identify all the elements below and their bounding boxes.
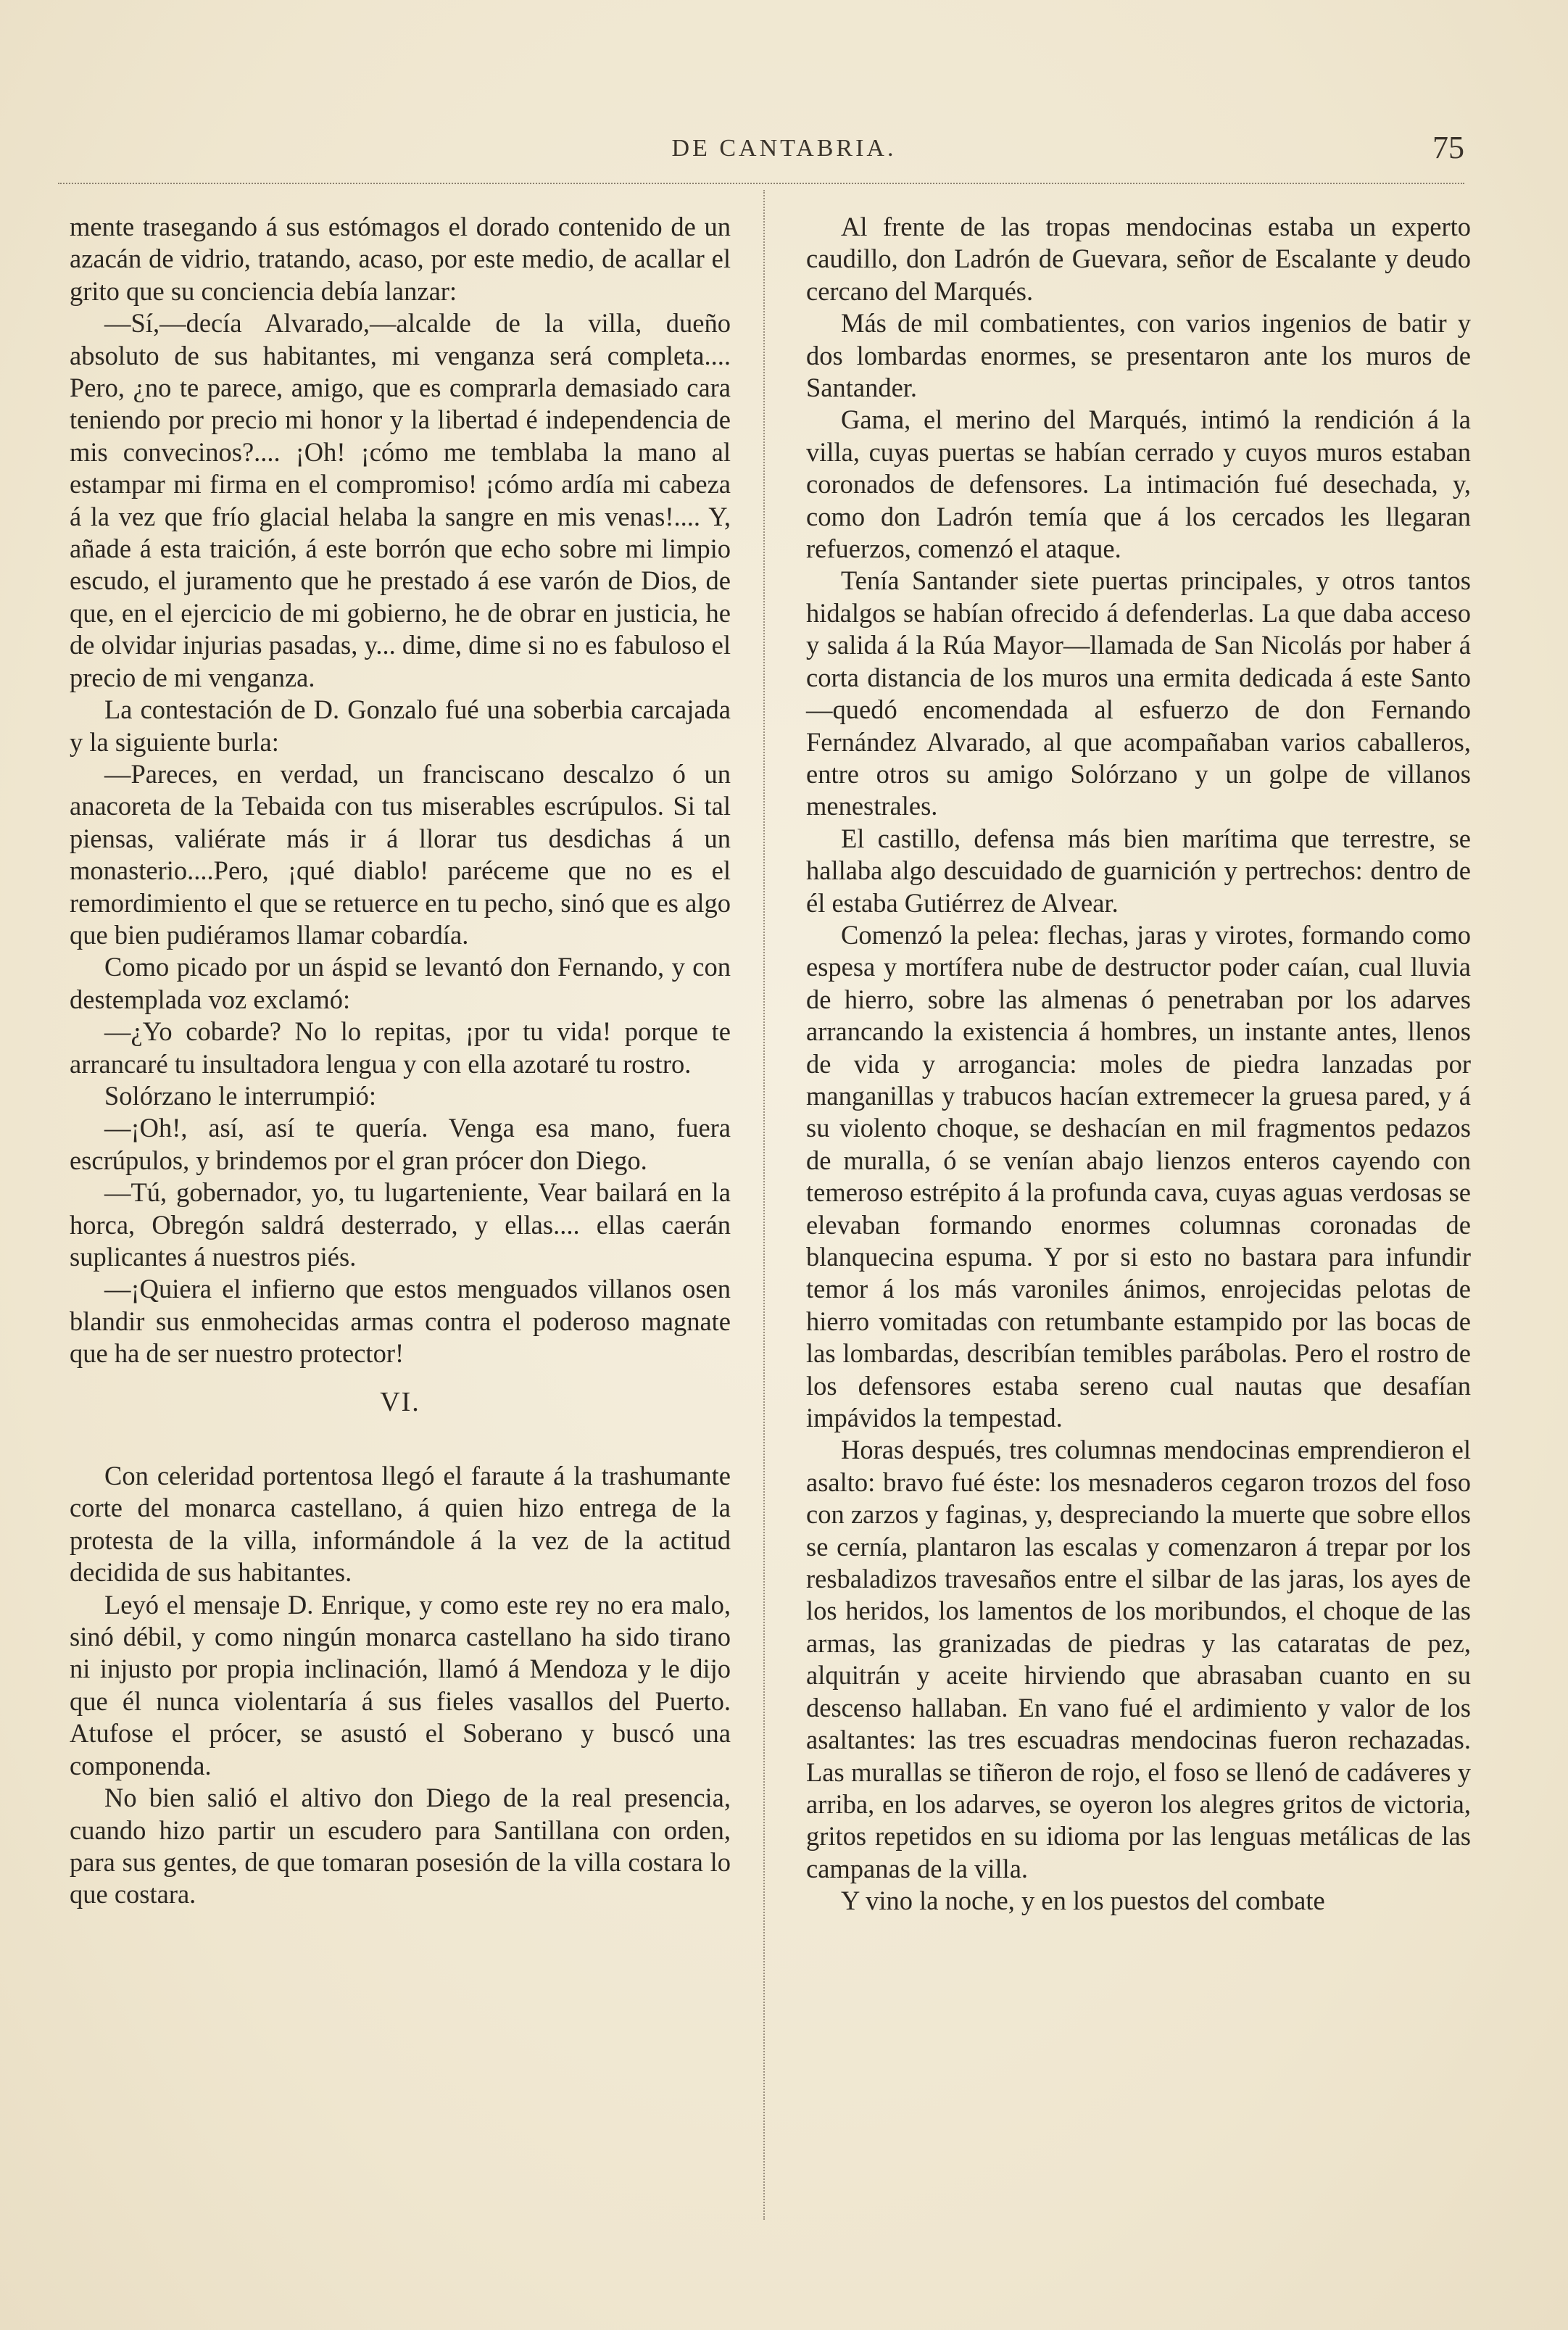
paragraph: Más de mil combatientes, con varios ingenios de batir y dos lombardas enormes, se presentaron ante los muros de Santander. (806, 308, 1471, 403)
column-divider (763, 190, 765, 2220)
paragraph: Al frente de las tropas mendocinas estaba un experto caudillo, don Ladrón de Guevara, señor de Escalante y deudo cercano del Marqués. (806, 212, 1471, 306)
paragraph: Con celeridad portentosa llegó el faraute á la trashumante corte del monarca castellano, á quien hizo entrega de la protesta de la villa, informándole á la vez de la actitud decidida de sus habitantes. (70, 1461, 731, 1588)
header-rule (58, 183, 1464, 184)
running-head (0, 129, 1568, 173)
paragraph: Solórzano le interrumpió: (104, 1080, 377, 1111)
paragraph: —¡Oh!, así, así te quería. Venga esa mano, fuera escrúpulos, y brindemos por el gran prócer don Diego. (70, 1113, 731, 1175)
paragraph: —Sí,—decía Alvarado,—alcalde de la villa, dueño absoluto de sus habitantes, mi venganza será completa.... Pero, ¿no te parece, amigo, que es comprarla demasiado cara teniendo por precio mi honor y la libertad é independencia de mis convecinos?.... ¡Oh! ¡cómo me temblaba la mano al estampar mi firma en el compromiso! ¡cómo ardía mi cabeza á la vez que frío glacial helaba la sangre en mis venas!.... Y, añade á esta traición, á este borrón que echo sobre mi limpio escudo, el juramento que he prestado á ese varón de Dios, de que, en el ejercicio de mi gobierno, he de obrar en justicia, he de olvidar injurias pasadas, y... dime, dime si no es fabuloso el precio de mi venganza. (70, 308, 731, 692)
paragraph: Gama, el merino del Marqués, intimó la rendición á la villa, cuyas puertas se habían cerrado y cuyos muros estaban coronados de defensores. La intimación fué desechada, y, como don Ladrón temía que á los cercados les llegaran refuerzos, comenzó el ataque. (806, 405, 1471, 564)
paragraph: Tenía Santander siete puertas principales, y otros tantos hidalgos se habían ofrecido á defenderlas. La que daba acceso y salida á la Rúa Mayor—llamada de San Nicolás por haber á corta distancia de los muros una ermita dedicada á este Santo—quedó encomendada al esfuerzo de don Fernando Fernández Alvarado, al que acompañaban varios caballeros, entre otros su amigo Solórzano y un golpe de villanos menestrales. (806, 565, 1471, 821)
paragraph: —¿Yo cobarde? No lo repitas, ¡por tu vida! porque te arrancaré tu insultadora lengua y con ella azotaré tu rostro. (70, 1016, 731, 1079)
paragraph: —Tú, gobernador, yo, tu lugarteniente, Vear bailará en la horca, Obregón saldrá desterrado, y ellas.... ellas caerán suplicantes á nuestros piés. (70, 1177, 731, 1272)
paragraph: Comenzó la pelea: flechas, jaras y virotes, formando como espesa y mortífera nube de destructor poder caían, cual lluvia de hierro, sobre las almenas ó penetraban por los adarves arrancando la existencia á hombres, un instante antes, llenos de vida y arrogancia: moles de piedra lanzadas por manganillas y trabucos hacían extremecer la gruesa pared, y á su violento choque, se deshacían en mil fragmentos pedazos de muralla, ó se venían abajo lienzos enteros cayendo con temeroso estrépito á la profunda cava, cuyas aguas verdosas se elevaban formando enormes columnas coronadas de blanquecina espuma. Y por si esto no bastara para infundir temor á los más varoniles ánimos, enrojecidas pelotas de hierro vomitadas con retumbante estampido por las bocas de las lombardas, describían temibles parábolas. Pero el rostro de los defensores estaba sereno cual nautas que desafían impávidos la tempestad. (806, 919, 1471, 1433)
paragraph: Como picado por un áspid se levantó don Fernando, y con destemplada voz exclamó: (70, 952, 731, 1014)
running-title: DE CANTABRIA. (671, 135, 897, 162)
left-column (70, 211, 731, 1911)
paragraph: Y vino la noche, y en los puestos del combate (841, 1886, 1325, 1916)
section-heading: VI. (380, 1386, 420, 1417)
paragraph: Leyó el mensaje D. Enrique, y como este rey no era malo, sinó débil, y como ningún monarca castellano ha sido tirano ni injusto por propia inclinación, llamó á Mendoza y le dijo que él nunca violentaría á sus fieles vasallos del Puerto. Atufose el prócer, se asustó el Soberano y buscó una componenda. (70, 1589, 731, 1780)
page-number: 75 (1432, 130, 1464, 165)
paragraph: mente trasegando á sus estómagos el dorado contenido de un azacán de vidrio, tratando, acaso, por este medio, de acallar el grito que su conciencia debía lanzar: (70, 212, 731, 306)
paragraph: —Pareces, en verdad, un franciscano descalzo ó un anacoreta de la Tebaida con tus miserables escrúpulos. Si tal piensas, valiérate más ir á llorar tus desdichas á un monasterio....Pero, ¡qué diablo! paréceme que no es el remordimiento el que se retuerce en tu pecho, sinó que es algo que bien pudiéramos llamar cobardía. (70, 758, 731, 950)
paragraph: La contestación de D. Gonzalo fué una soberbia carcajada y la siguiente burla: (70, 695, 731, 757)
paragraph: No bien salió el altivo don Diego de la real presencia, cuando hizo partir un escudero para Santillana con orden, para sus gentes, de que tomaran posesión de la villa costara lo que costara. (70, 1783, 731, 1910)
right-column (806, 211, 1471, 1918)
paragraph: El castillo, defensa más bien marítima que terrestre, se hallaba algo descuidado de guarnición y pertrechos: dentro de él estaba Gutiérrez de Alvear. (806, 823, 1471, 918)
paragraph: Horas después, tres columnas mendocinas emprendieron el asalto: bravo fué éste: los mesnaderos cegaron trozos del foso con zarzos y faginas, y, despreciando la muerte que sobre ellos se cernía, plantaron las escalas y comenzaron á trepar por los resbaladizos travesaños entre el silbar de las jaras, los ayes de los heridos, los lamentos de los moribundos, el choque de las armas, las granizadas de piedras y las cataratas de pez, alquitrán y aceite hirviendo que abrasaban cuanto en su descenso hallaban. En vano fué el ardimiento y valor de los asaltantes: las tres escuadras mendocinas fueron rechazadas. Las murallas se tiñeron de rojo, el foso se llenó de cadáveres y arriba, en los adarves, se oyeron los alegres gritos de victoria, gritos repetidos en su idioma por las lenguas metálicas de las campanas de la villa. (806, 1435, 1471, 1883)
paragraph: —¡Quiera el infierno que estos menguados villanos osen blandir sus enmohecidas armas contra el poderoso magnate que ha de ser nuestro protector! (70, 1274, 731, 1369)
